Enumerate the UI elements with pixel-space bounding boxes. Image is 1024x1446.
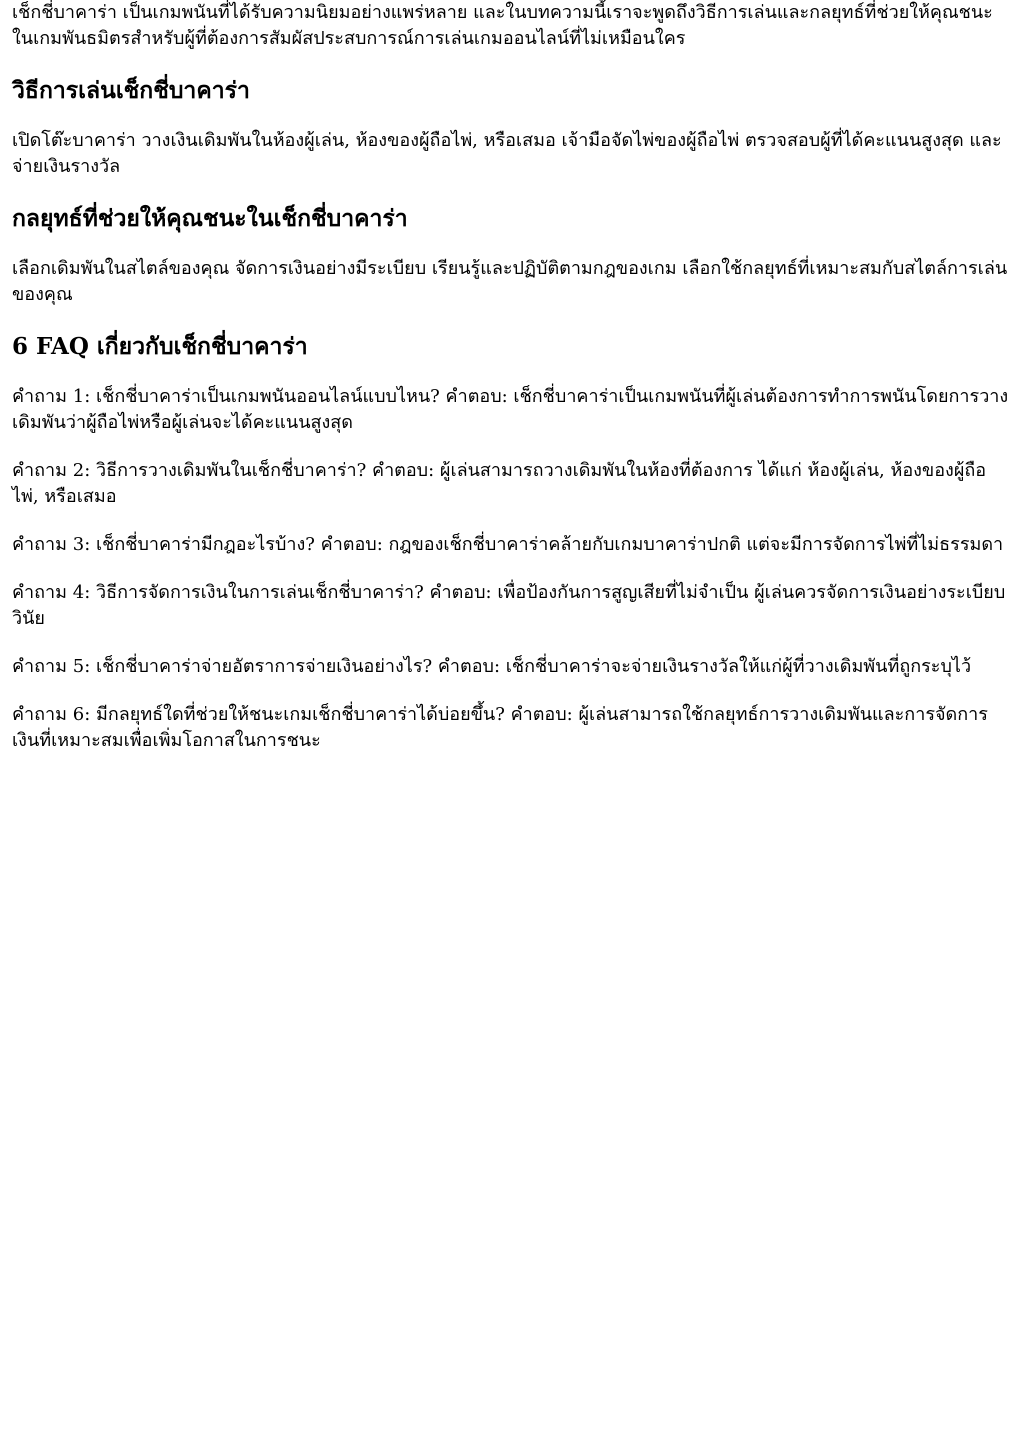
faq-item-3: คำถาม 3: เช็กชี่บาคาร่ามีกฎอะไรบ้าง? คำตอบ: กฎของเช็กชี่บาคาร่าคล้ายกับเกมบาคาร่าปกติ แต่จะมีการจัดการไพ่ที่ไม่ธรรมดา — [12, 534, 1004, 555]
how-to-play-heading: วิธีการเล่นเช็กชี่บาคาร่า — [12, 77, 250, 104]
strategy-heading: กลยุทธ์ที่ช่วยให้คุณชนะในเช็กชี่บาคาร่า — [12, 205, 408, 232]
faq-item-5: คำถาม 5: เช็กชี่บาคาร่าจ่ายอัตราการจ่ายเงินอย่างไร? คำตอบ: เช็กชี่บาคาร่าจะจ่ายเงินรางวัลให้แก่ผู้ที่วางเดิมพันที่ถูกระบุไว้ — [12, 656, 972, 677]
faq-item-2: คำถาม 2: วิธีการวางเดิมพันในเช็กชี่บาคาร่า? คำตอบ: ผู้เล่นสามารถวางเดิมพันในห้องที่ต้องการ ได้แก่ ห้องผู้เล่น, ห้องของผู้ถือไพ่, หรือเสมอ — [12, 460, 987, 507]
faq-heading: 6 FAQ เกี่ยวกับเช็กชี่บาคาร่า — [12, 333, 308, 360]
how-to-play-paragraph: เปิดโต๊ะบาคาร่า วางเงินเดิมพันในห้องผู้เล่น, ห้องของผู้ถือไพ่, หรือเสมอ เจ้ามือจัดไพ่ของผู้ถือไพ่ ตรวจสอบผู้ที่ได้คะแนนสูงสุด และจ่ายเงินรางวัล — [12, 130, 1002, 177]
faq-item-6: คำถาม 6: มีกลยุทธ์ใดที่ช่วยให้ชนะเกมเช็กชี่บาคาร่าได้บ่อยขึ้น? คำตอบ: ผู้เล่นสามารถใช้กลยุทธ์การวางเดิมพันและการจัดการเงินที่เหมาะสมเพื่อเพิ่มโอกาสในการชนะ — [12, 704, 988, 751]
strategy-paragraph: เลือกเดิมพันในสไตล์ของคุณ จัดการเงินอย่างมีระเบียบ เรียนรู้และปฏิบัติตามกฎของเกม เลือกใช้กลยุทธ์ที่เหมาะสมกับสไตล์การเล่นของคุณ — [12, 258, 1008, 305]
faq-item-4: คำถาม 4: วิธีการจัดการเงินในการเล่นเช็กชี่บาคาร่า? คำตอบ: เพื่อป้องกันการสูญเสียที่ไม่จำเป็น ผู้เล่นควรจัดการเงินอย่างระเบียบวินัย — [12, 582, 1006, 629]
faq-item-1: คำถาม 1: เช็กชี่บาคาร่าเป็นเกมพนันออนไลน์แบบไหน? คำตอบ: เช็กชี่บาคาร่าเป็นเกมพนันที่ผู้เล่นต้องการทำการพนันโดยการวางเดิมพันว่าผู้ถือไพ่หรือผู้เล่นจะได้คะแนนสูงสุด — [12, 386, 1009, 433]
intro-paragraph: เช็กชี่บาคาร่า เป็นเกมพนันที่ได้รับความนิยมอย่างแพร่หลาย และในบทความนี้เราจะพูดถึงวิธีการเล่นและกลยุทธ์ที่ช่วยให้คุณชนะในเกมพันธมิตรสำหรับผู้ที่ต้องการสัมผัสประสบการณ์การเล่นเกมออนไลน์ที่ไม่เหมือนใคร — [12, 2, 993, 49]
